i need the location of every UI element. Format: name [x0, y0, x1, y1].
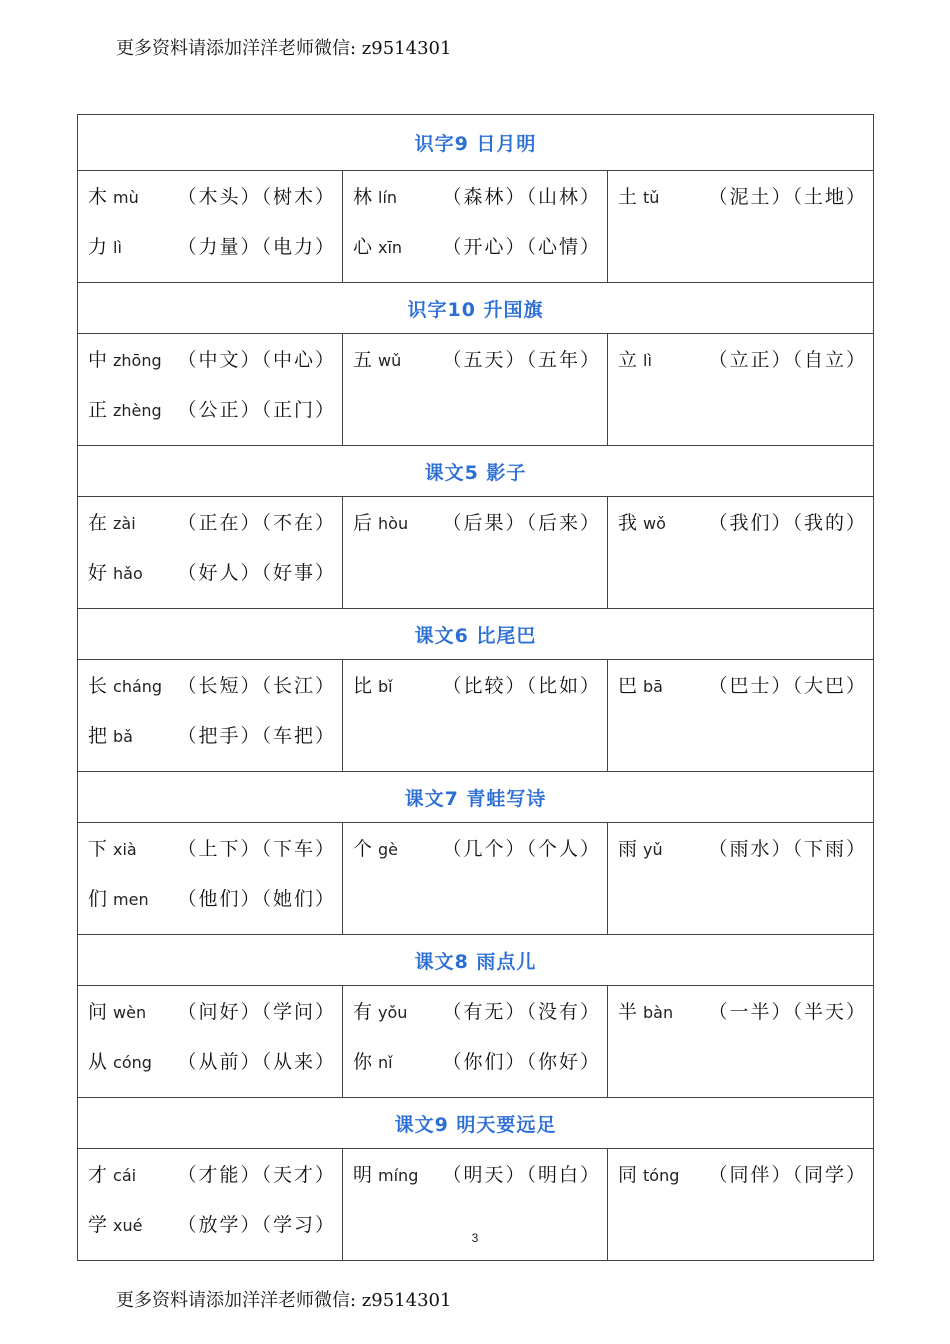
pinyin: zài: [113, 514, 136, 533]
hanzi-character: 你: [353, 1051, 373, 1073]
character-entry: [353, 232, 601, 282]
hanzi-character: 们: [88, 888, 108, 910]
example-words: （同伴）（同学）: [708, 1164, 868, 1186]
pinyin: zhèng: [113, 401, 162, 420]
lesson-characters-row: [78, 660, 874, 772]
pinyin: bàn: [643, 1003, 674, 1022]
lesson-characters-row: [78, 171, 874, 283]
character-cell: [608, 986, 874, 1098]
character-entry: [353, 997, 601, 1047]
example-words: （后果）（后来）: [442, 512, 601, 534]
pinyin: gè: [378, 840, 399, 859]
example-words: （比较）（比如）: [442, 675, 601, 697]
character-entry: [618, 345, 867, 395]
character-cell: [78, 497, 343, 609]
example-words: （才能）（天才）: [177, 1164, 336, 1186]
hanzi-character: 明: [353, 1164, 373, 1186]
pinyin: cái: [113, 1166, 137, 1185]
hanzi-character: 巴: [618, 675, 638, 697]
hanzi-character: 有: [353, 1001, 373, 1023]
example-words: （上下）（下车）: [177, 838, 336, 860]
character-cell: [78, 171, 343, 283]
lesson-title-row: [78, 283, 874, 334]
example-words: （放学）（学习）: [177, 1214, 336, 1236]
example-words: （问好）（学问）: [177, 1001, 336, 1023]
example-words: （好人）（好事）: [177, 562, 336, 584]
character-cell: [608, 823, 874, 935]
character-entry: [88, 395, 336, 445]
character-cell: [78, 334, 343, 446]
example-words: （巴士）（大巴）: [708, 675, 868, 697]
example-words: （五天）（五年）: [442, 349, 601, 371]
example-words: （从前）（从来）: [177, 1051, 336, 1073]
hanzi-character: 把: [88, 725, 108, 747]
character-entry: [618, 182, 867, 232]
character-entry: [88, 508, 336, 558]
hanzi-character: 个: [353, 838, 373, 860]
character-cell: [608, 660, 874, 772]
pinyin: xià: [113, 840, 137, 859]
pinyin: tóng: [643, 1166, 680, 1185]
hanzi-character: 同: [618, 1164, 638, 1186]
hanzi-character: 问: [88, 1001, 108, 1023]
lesson-title-row: [78, 1098, 874, 1149]
pinyin: wǔ: [378, 351, 402, 370]
character-entry: [88, 345, 336, 395]
character-cell: [608, 334, 874, 446]
character-entry: [618, 671, 867, 721]
lesson-title-row: [78, 609, 874, 660]
pinyin: hǎo: [113, 564, 143, 583]
pinyin: xīn: [378, 238, 403, 257]
character-entry: [88, 232, 336, 282]
hanzi-character: 长: [88, 675, 108, 697]
lesson-characters-row: [78, 334, 874, 446]
character-cell: [78, 660, 343, 772]
character-entry: [88, 834, 336, 884]
hanzi-character: 中: [88, 349, 108, 371]
hanzi-character: 才: [88, 1164, 108, 1186]
pinyin: bǎ: [113, 727, 133, 746]
example-words: （森林）（山林）: [442, 186, 601, 208]
character-cell: [343, 660, 608, 772]
character-entry: [88, 1047, 336, 1097]
hanzi-character: 林: [353, 186, 373, 208]
example-words: （正在）（不在）: [177, 512, 336, 534]
lesson-characters-row: [78, 986, 874, 1098]
pinyin: yǔ: [643, 840, 663, 859]
character-entry: [353, 508, 601, 558]
hanzi-character: 半: [618, 1001, 638, 1023]
character-cell: [608, 171, 874, 283]
pinyin: míng: [378, 1166, 419, 1185]
lesson-title: 课文5 影子: [78, 446, 874, 497]
hanzi-character: 学: [88, 1214, 108, 1236]
lesson-title-row: [78, 115, 874, 171]
lesson-characters-row: [78, 497, 874, 609]
pinyin: zhōng: [113, 351, 162, 370]
lesson-title: 课文9 明天要远足: [78, 1098, 874, 1149]
character-entry: [88, 884, 336, 934]
character-entry: [88, 182, 336, 232]
character-entry: [353, 182, 601, 232]
character-entry: [88, 997, 336, 1047]
character-entry: [353, 1160, 601, 1210]
example-words: （把手）（车把）: [177, 725, 336, 747]
pinyin: yǒu: [378, 1003, 408, 1022]
hanzi-character: 比: [353, 675, 373, 697]
hanzi-character: 我: [618, 512, 638, 534]
pinyin: bǐ: [378, 677, 393, 696]
pinyin: xué: [113, 1216, 143, 1235]
character-cell: [608, 497, 874, 609]
example-words: （公正）（正门）: [177, 399, 336, 421]
example-words: （他们）（她们）: [177, 888, 336, 910]
pinyin: lì: [643, 351, 652, 370]
vocabulary-table: [77, 114, 874, 1261]
character-entry: [88, 558, 336, 608]
hanzi-character: 在: [88, 512, 108, 534]
example-words: （立正）（自立）: [708, 349, 868, 371]
hanzi-character: 力: [88, 236, 108, 258]
character-cell: [343, 171, 608, 283]
example-words: （一半）（半天）: [708, 1001, 868, 1023]
character-cell: [78, 986, 343, 1098]
pinyin: mù: [113, 188, 139, 207]
character-cell: [343, 823, 608, 935]
header-note: 更多资料请添加洋洋老师微信: z9514301: [116, 38, 452, 59]
character-entry: [618, 834, 867, 884]
pinyin: wèn: [113, 1003, 147, 1022]
lesson-title-row: [78, 935, 874, 986]
pinyin: cóng: [113, 1053, 152, 1072]
character-entry: [353, 671, 601, 721]
hanzi-character: 五: [353, 349, 373, 371]
pinyin: hòu: [378, 514, 409, 533]
pinyin: nǐ: [378, 1053, 393, 1072]
character-cell: [343, 497, 608, 609]
lesson-title: 课文6 比尾巴: [78, 609, 874, 660]
example-words: （你们）（你好）: [442, 1051, 601, 1073]
example-words: （明天）（明白）: [442, 1164, 601, 1186]
hanzi-character: 后: [353, 512, 373, 534]
hanzi-character: 下: [88, 838, 108, 860]
pinyin: lì: [113, 238, 122, 257]
pinyin: wǒ: [643, 514, 666, 533]
footer-note: 更多资料请添加洋洋老师微信: z9514301: [116, 1290, 452, 1311]
character-entry: [618, 997, 867, 1047]
example-words: （木头）（树木）: [177, 186, 336, 208]
character-entry: [88, 671, 336, 721]
character-entry: [88, 1160, 336, 1210]
example-words: （我们）（我的）: [708, 512, 868, 534]
hanzi-character: 正: [88, 399, 108, 421]
hanzi-character: 从: [88, 1051, 108, 1073]
lesson-title: 识字10 升国旗: [78, 283, 874, 334]
hanzi-character: 土: [618, 186, 638, 208]
pinyin: cháng: [113, 677, 163, 696]
example-words: （几个）（个人）: [442, 838, 601, 860]
example-words: （长短）（长江）: [177, 675, 336, 697]
lesson-title: 课文8 雨点儿: [78, 935, 874, 986]
vocabulary-table-body: [78, 115, 874, 1261]
lesson-title: 课文7 青蛙写诗: [78, 772, 874, 823]
pinyin: men: [113, 890, 149, 909]
example-words: （中文）（中心）: [177, 349, 336, 371]
hanzi-character: 雨: [618, 838, 638, 860]
character-entry: [88, 721, 336, 771]
example-words: （泥土）（土地）: [708, 186, 868, 208]
lesson-title-row: [78, 772, 874, 823]
example-words: （开心）（心情）: [442, 236, 601, 258]
example-words: （有无）（没有）: [442, 1001, 601, 1023]
hanzi-character: 心: [353, 236, 373, 258]
character-entry: [618, 508, 867, 558]
character-cell: [78, 823, 343, 935]
hanzi-character: 立: [618, 349, 638, 371]
character-entry: [353, 834, 601, 884]
character-entry: [618, 1160, 867, 1210]
pinyin: lín: [378, 188, 398, 207]
example-words: （雨水）（下雨）: [708, 838, 868, 860]
character-entry: [353, 345, 601, 395]
lesson-title: 识字9 日月明: [78, 115, 874, 171]
example-words: （力量）（电力）: [177, 236, 336, 258]
lesson-title-row: [78, 446, 874, 497]
character-entry: [353, 1047, 601, 1097]
character-cell: [343, 986, 608, 1098]
pinyin: tǔ: [643, 188, 660, 207]
hanzi-character: 好: [88, 562, 108, 584]
page-number: 3: [471, 1231, 479, 1245]
hanzi-character: 木: [88, 186, 108, 208]
lesson-characters-row: [78, 823, 874, 935]
pinyin: bā: [643, 677, 663, 696]
character-cell: [343, 334, 608, 446]
